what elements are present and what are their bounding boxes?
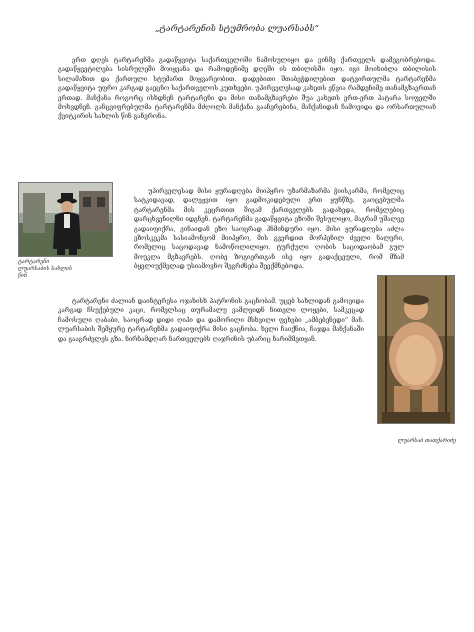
paragraph-2: უპირველესად მისი ყურადღება მიიპყრო უზარმაზარმა ჭიისკარმა, რომელიც სატკიდავად, დალეჟვით იყო გადმოკიდებული ერთ ყუნწზე. გაოცებულმა ტარტარენმა მის კეცრთით შიგამ ქართველებს გადახედა, რომელებიც დარცხვენილნი იდგნენ. ტარტარენმა გადაწყვიტა ეზოში შესულიყო, მაგრამ უშალვე გადაიფიქრა, ვინაიდან ეზო საოცრად ჰნმინდური იყო. მისი ყურადღება აძლა ეზოსკეკმა სასიამონვომ მიიპყრო, მის გვერდით მორპენილ ძველი ნალერი, რომელიც საცოდავად ნამოწოლილიყო. ტურქული ღობის საცოდაობამ გულ მოუკლა მგზავრებს. ღობე ზოგიერთგან ისე იყო გადაქცეული, რომ მზამ ბყელიუქმელად უსიამოვნო შეგრძნება შეექმნებოდა. (134, 188, 404, 271)
luarsab-painting-caption: ლუარსაბ თათქარიძე (397, 438, 456, 444)
paragraph-3: ტარტარენი ძალიან დაინტერესა ოჯახისხ პატრონის გაცნობამ. უცებ სახლიდან გამოვიდა კარგად ჩსუქებული კაცი, რომელსაც თურამალუ ვამლეიდნ ნითელი ლოყები, სამკეცად ჩამოსული ღაბაბი, საოცრად დიდი ღიპი და დამორილი მსხვილი ფეხები „ამბებენედი“ მან. ლუარსაბის შემყურე ტარტარენმა გადაიფიქრა მისი გაცნობა. ხელი ჩაიქნია, ჩაჯდა მანქანაში და გააგრძელეს გზა. ნირნამდღარ ნართველებს ღაჯრინის უბარიც ნარიმმეთყან. (58, 298, 364, 343)
tartaren-photo-caption: ტარტარენი ლუარსაბის სახლის წინ (18, 259, 73, 279)
document-title: „ტარტარენის სტუმრობა ლუარსაბს“ (155, 24, 319, 34)
paragraph-1: ერთ დღეს ტარტარენმა გადაწყვიტა საქართველოში ნამოსულიყო და ვინმე ქართველს დამეგობრებოდა. გადაწყვეტილება სისრულეში მოიყვანა და რამოდენიმე დღეში ის თბილისში იყო. იგი მოიხიბლა თბილისის სილამაზით და ქართული სტუმართ მოყვარეობით. დადებითი შთაბეჭდილებით დატვირთულმა ტარტარენმა გადაწყვიტა უფრო კარგად გაეცნო საქართველოს კუთხეები. უპირველესად კახეთს ეწვია რამდენიმე თანამგზავრთან ერთად. მანქანა როგორც ისხდნენ ტარტარენი და მისი თანამგზავრები შუა კახეთს ერთ-ერთ პატარა სოფელში მოხვდნენ. განცვიფრებულმა ტარტარენმა მძღოლს მანქანა გააჩერებინა, მანქანიდან ჩამოვიდა და ორსართულიან ქვიტკირის სახლის წინ განერონა. (58, 57, 436, 121)
tartaren-photo (18, 182, 113, 257)
luarsab-painting-illustration (378, 276, 454, 423)
luarsab-painting (377, 275, 455, 424)
tartaren-photo-illustration (19, 183, 112, 256)
